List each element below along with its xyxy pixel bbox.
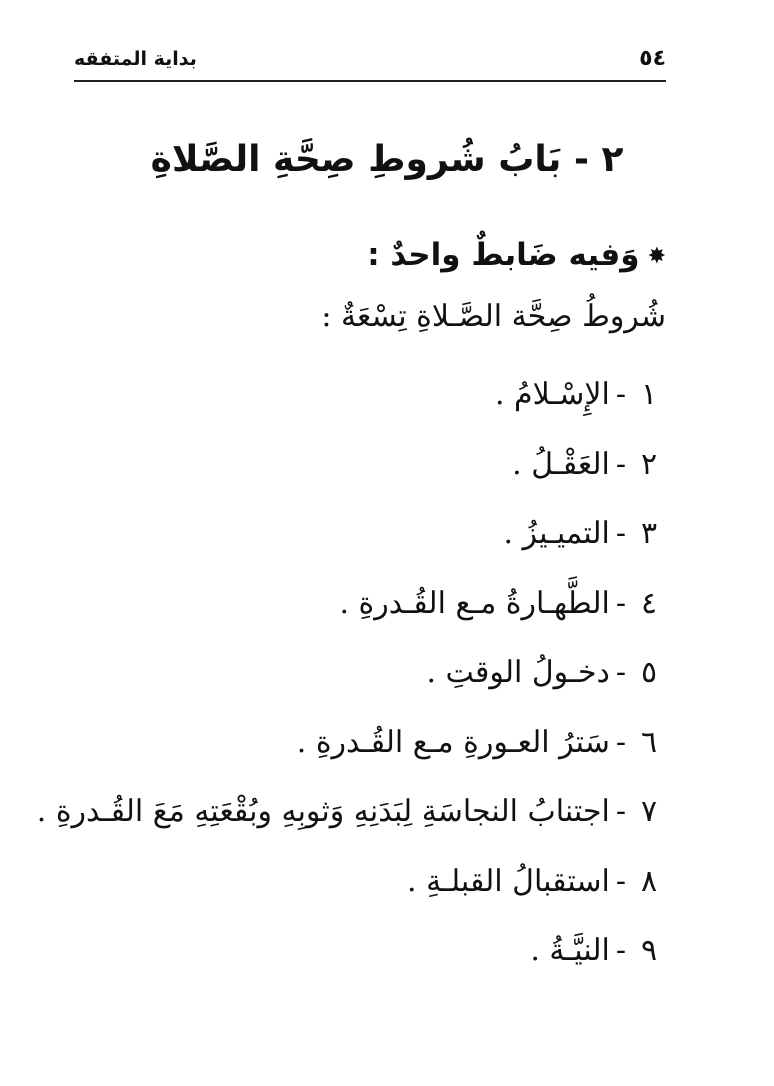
condition-number: ٣ [640,516,658,551]
conditions-list [36,360,666,986]
dash: - [615,377,626,412]
condition-item [60,916,666,986]
condition-text: اجتنابُ النجاسَةِ لِبَدَنِهِ وَثوبِهِ وبُقْعَتِهِ مَعَ القُـدرةِ . [36,794,610,829]
dash: - [615,724,626,760]
condition-text: العَقْـلُ . [512,446,610,482]
condition-number: ٤ [640,585,658,621]
condition-item [60,360,666,430]
rule-heading [60,226,666,284]
dash: - [615,446,626,482]
condition-text: التميـيزُ . [503,516,610,551]
conditions-intro: شُروطُ صِحَّة الصَّـلاةِ تِسْعَةٌ : [321,299,666,334]
dash: - [615,863,626,899]
dash: - [615,794,626,829]
dash: - [615,655,626,690]
dash: - [615,585,626,621]
condition-number: ٩ [640,933,658,968]
condition-text: استقبالُ القبلـةِ . [407,863,610,899]
dash: - [615,516,626,551]
condition-number: ١ [640,377,658,412]
page-number: ٥٤ [639,46,666,71]
rule-heading-text: وَفيه ضَابطٌ واحدٌ : [367,237,640,273]
condition-number: ٦ [640,724,658,760]
running-header [74,40,666,82]
condition-number: ٧ [640,794,658,829]
condition-text: النيَّـةُ . [530,933,610,968]
condition-item [60,638,666,708]
condition-item [60,847,666,917]
page-content [36,226,666,986]
condition-text: سَترُ العـورةِ مـع القُـدرةِ . [296,724,610,760]
condition-item [60,430,666,500]
condition-number: ٢ [640,446,658,482]
condition-item [60,569,666,639]
condition-text: دخـولُ الوقتِ . [426,655,610,690]
chapter-title: ٢ - بَابُ شُروطِ صِحَّةِ الصَّلاةِ [150,139,624,180]
star-icon: ✸ [647,243,666,269]
condition-text: الطَّهـارةُ مـع القُـدرةِ . [339,585,610,621]
book-title: بداية المتفقه [74,48,197,70]
dash: - [615,933,626,968]
condition-item [60,499,666,569]
condition-number: ٥ [640,655,658,690]
condition-item [36,777,666,847]
condition-text: الإِسْـلامُ . [494,377,610,412]
condition-item [60,708,666,778]
condition-number: ٨ [640,863,658,899]
